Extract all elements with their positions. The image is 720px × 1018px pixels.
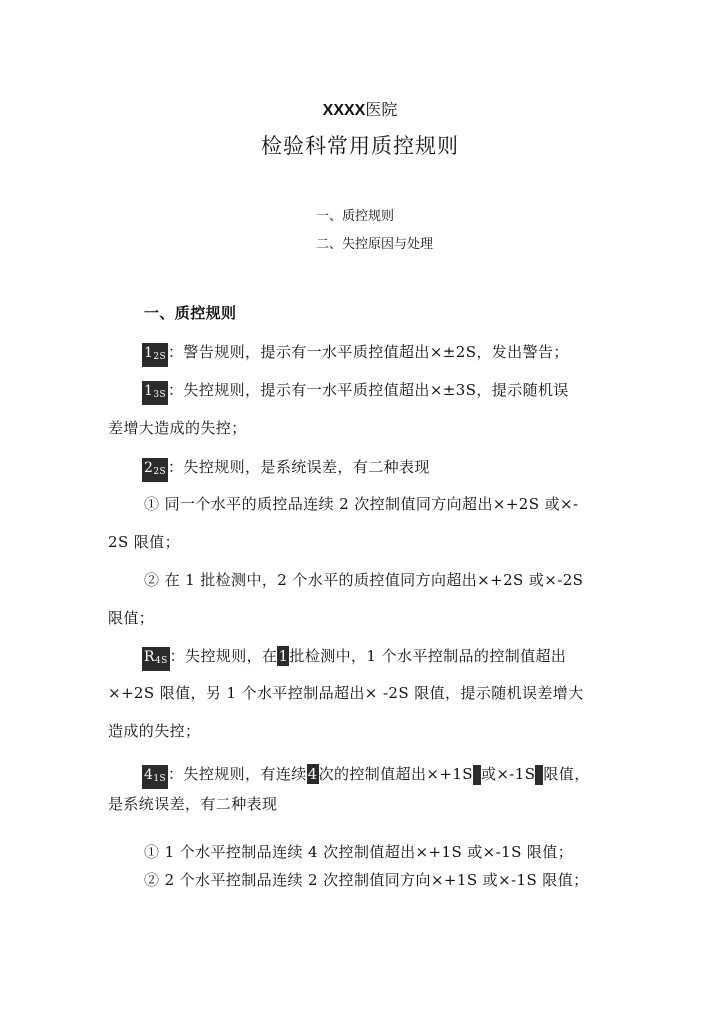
- rule-badge-4-1s: $4_{1S}$: [142, 765, 168, 789]
- highlight-number: 4: [307, 765, 318, 783]
- hospital-name: XXXX医院: [322, 100, 398, 119]
- rule-1-2s-paragraph: $1_{2S}$ ：警告规则，提示有一水平质控值超出×±2S，发出警告；: [142, 341, 569, 367]
- rule-badge-2-2s: $2_{2S}$: [142, 458, 168, 482]
- rule-1-3s-paragraph: $1_{3S}$ ：失控规则，提示有一水平质控值超出×±3S，提示随机误: [142, 379, 569, 405]
- toc-item-1: 一、质控规则: [316, 209, 395, 224]
- rule-4-1s-item-1: ① 1 个水平控制品连续 4 次控制值超出×+1S 或×-1S 限值；: [144, 843, 574, 861]
- rule-4-1s-continuation: 是系统误差，有二种表现: [108, 795, 278, 813]
- rule-4-1s-item-2: ② 2 个水平控制品连续 2 次控制值同方向×+1S 或×-1S 限值；: [144, 871, 589, 889]
- rule-2-2s-item-2: ② 在 1 批检测中，2 个水平的质控值同方向超出×+2S 或×-2S: [144, 571, 584, 589]
- highlight-mark: [473, 765, 481, 785]
- rule-1-3s-continuation: 差增大造成的失控；: [108, 419, 247, 437]
- rule-2-2s-paragraph: $2_{2S}$ ：失控规则，是系统误差，有二种表现: [142, 456, 430, 482]
- rule-badge-r-4s: $R_{4S}$: [142, 647, 170, 671]
- rule-badge-1-3s: $1_{3S}$: [142, 381, 168, 405]
- rule-r-4s-continuation-2: 造成的失控；: [108, 722, 201, 740]
- rule-r-4s-continuation-1: ×+2S 限值，另 1 个水平控制品超出× -2S 限值，提示随机误差增大: [108, 684, 584, 702]
- rule-2-2s-item-2-cont: 限值；: [108, 609, 155, 627]
- rule-2-2s-item-1-cont: 2S 限值；: [108, 533, 180, 551]
- highlight-number: 1: [278, 647, 289, 665]
- rule-r-4s-paragraph: $R_{4S}$ ：失控规则，在1批检测中，1 个水平控制品的控制值超出: [142, 645, 566, 671]
- toc-item-2: 二、失控原因与处理: [316, 237, 434, 252]
- rule-2-2s-item-1: ① 同一个水平的质控品连续 2 次控制值同方向超出×+2S 或×-: [144, 495, 579, 513]
- document-title: 检验科常用质控规则: [261, 134, 459, 158]
- rule-badge-1-2s: $1_{2S}$: [142, 343, 168, 367]
- rule-4-1s-paragraph: $4_{1S}$ ：失控规则，有连续4次的控制值超出×+1S 或×-1S 限值，: [142, 763, 590, 789]
- section-heading: 一、质控规则: [144, 304, 237, 322]
